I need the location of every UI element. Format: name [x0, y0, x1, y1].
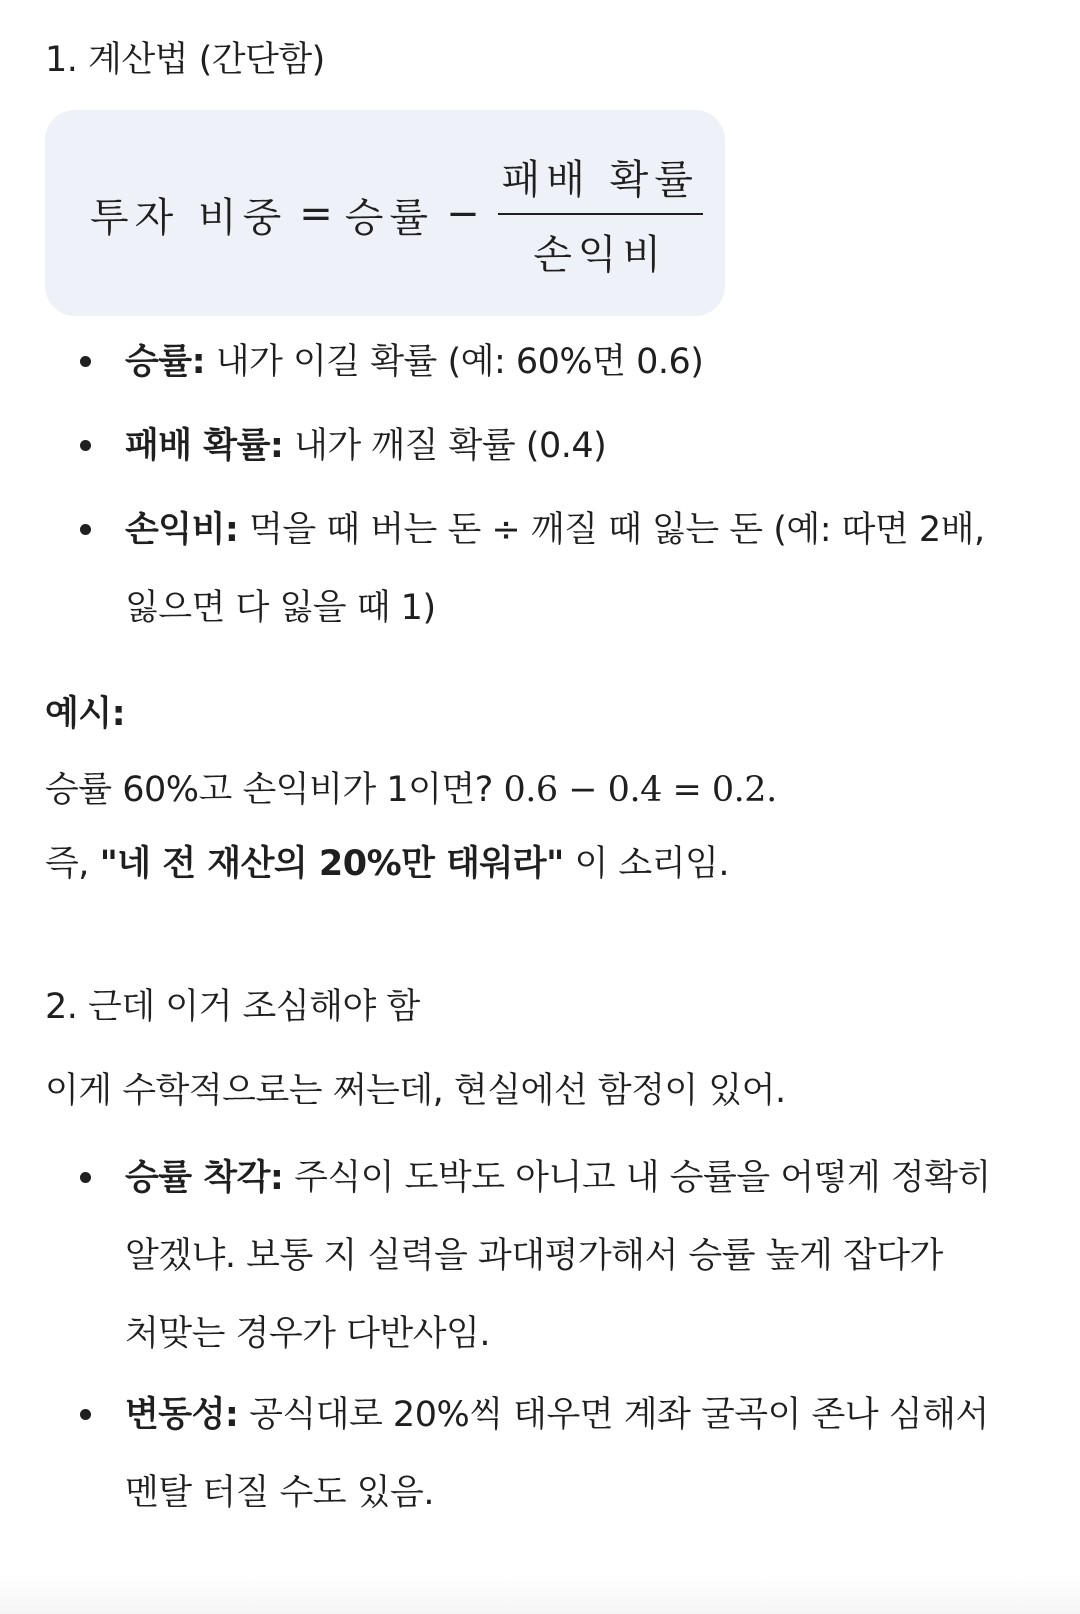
section-2-intro: 이게 수학적으로는 쩌는데, 현실에선 함정이 있어. — [45, 1071, 786, 1111]
formula-lhs: 투자 비중 — [90, 194, 288, 241]
example-line — [45, 766, 1035, 814]
formula-denominator: 손익비 — [533, 232, 668, 278]
list-item-text — [125, 1139, 1030, 1373]
formula-fraction — [498, 148, 703, 280]
list-item-text — [125, 491, 1030, 647]
list-item-term: 승률: — [125, 342, 206, 382]
list-item-body: 내가 이길 확률 (예: 60%면 0.6) — [205, 342, 704, 382]
list-item-term: 손익비: — [125, 510, 239, 550]
list-item-term: 변동성: — [125, 1395, 239, 1435]
conclusion-suffix: 이 소리임. — [563, 844, 729, 884]
list-item-term: 승률 착각: — [125, 1158, 284, 1198]
bullet-dot — [80, 524, 91, 535]
formula-box — [45, 110, 725, 316]
conclusion-prefix: 즉, — [45, 844, 100, 884]
list-item-text — [125, 407, 1030, 485]
formula-numerator: 패배 확률 — [498, 148, 703, 215]
bullet-dot — [80, 356, 91, 367]
list-item-body: 먹을 때 버는 돈 ÷ 깨질 때 잃는 돈 (예: 따면 2배, 잃으면 다 잃을 때 1) — [125, 510, 985, 628]
bullet-dot — [80, 1172, 91, 1183]
conclusion-bold: "네 전 재산의 20%만 태워라" — [99, 844, 564, 884]
bottom-fade — [0, 1574, 1080, 1614]
bullet-dot — [80, 1409, 91, 1420]
formula-term: 승률 — [344, 194, 435, 241]
bullet-dot — [80, 440, 91, 451]
list-item-term: 패배 확률: — [125, 426, 284, 466]
example-text: 승률 60%고 손익비가 1이면? — [45, 770, 504, 810]
section-2-heading: 2. 근데 이거 조심해야 함 — [45, 987, 420, 1027]
list-item-body: 내가 깨질 확률 (0.4) — [283, 426, 607, 466]
section-1-heading: 1. 계산법 (간단함) — [45, 40, 325, 80]
formula-equals: = — [299, 191, 333, 237]
kelly-formula — [90, 148, 703, 280]
example-math: 0.6 − 0.4 = 0.2. — [503, 770, 777, 810]
formula-minus: − — [446, 191, 480, 237]
list-item-body: 공식대로 20%씩 태우면 계좌 굴곡이 존나 심해서 멘탈 터질 수도 있음. — [125, 1395, 989, 1513]
conclusion-line — [45, 840, 1035, 888]
list-item-text — [125, 323, 1030, 401]
list-item-body: 주식이 도박도 아니고 내 승률을 어떻게 정확히 알겠냐. 보통 지 실력을 과대평가해서 승률 높게 잡다가 처맞는 경우가 다반사임. — [125, 1158, 991, 1354]
list-item-text — [125, 1376, 1030, 1532]
example-label: 예시: — [45, 694, 126, 734]
